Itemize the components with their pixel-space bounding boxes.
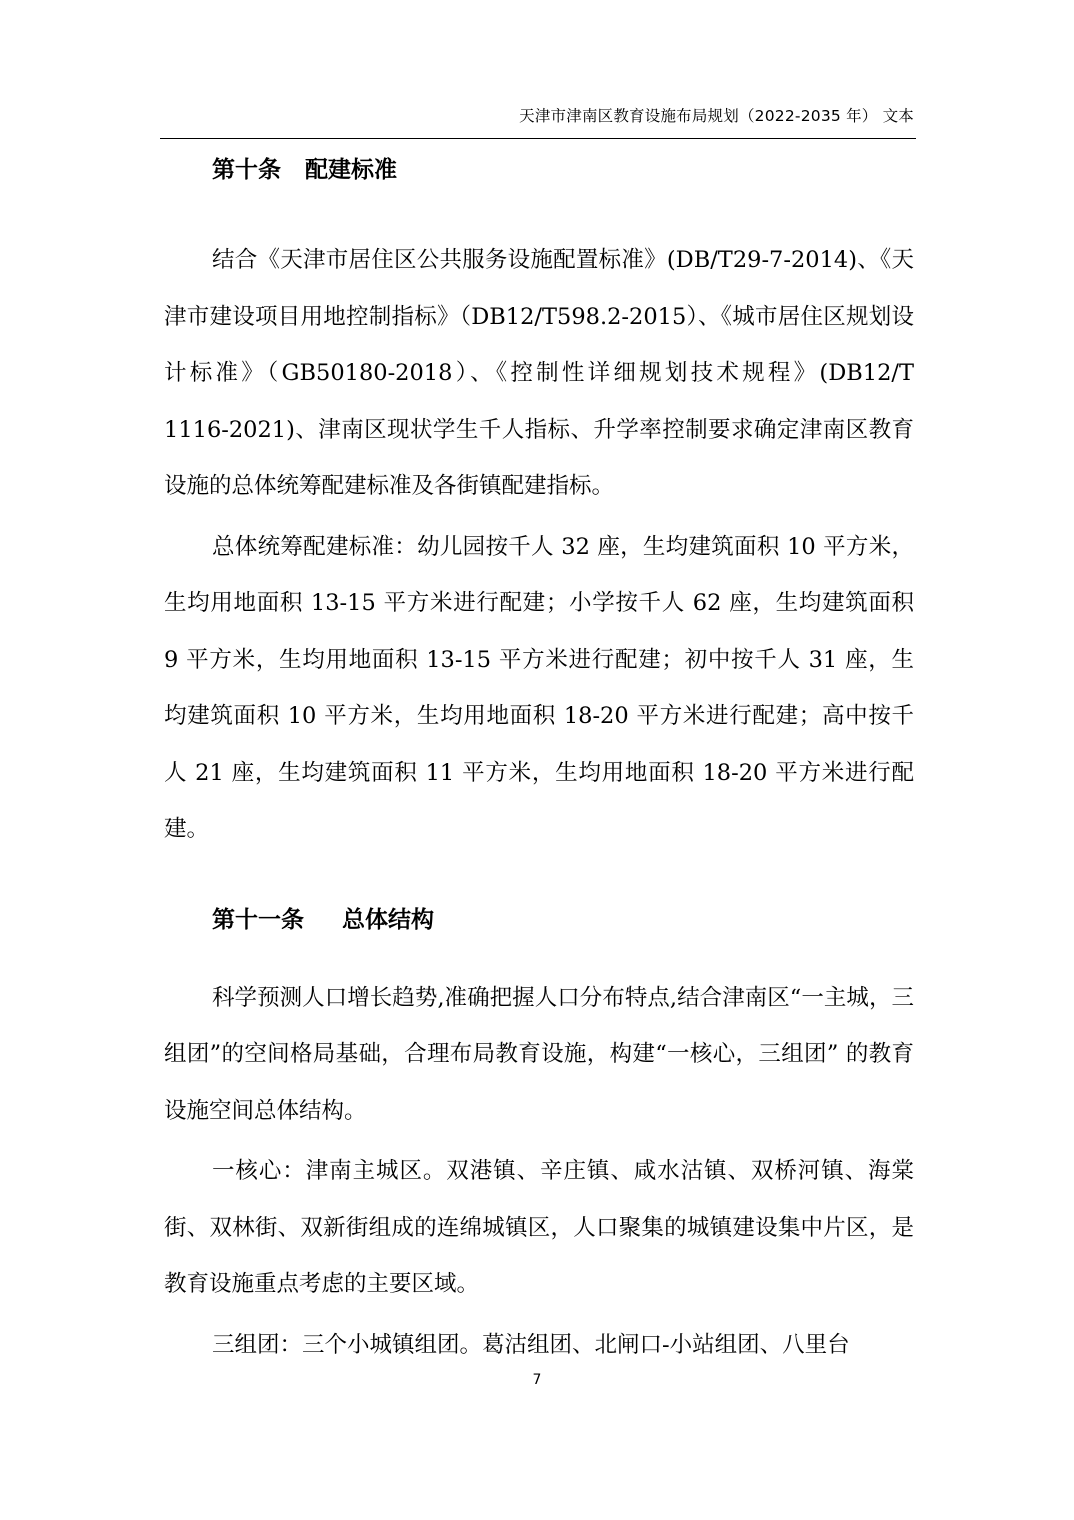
article-heading — [164, 898, 914, 942]
article-title: 配建标准 — [305, 157, 397, 183]
body-paragraph: 总体统筹配建标准：幼儿园按千人 32 座，生均建筑面积 10 平方米，生均用地面积 13-15 平方米进行配建；小学按千人 62 座，生均建筑面积 9 平方米，生均用地面积 13-15 平方米进行配建；初中按千人 31 座，生均建筑面积 10 平方米，生均用地面积 18-20 平方米进行配建；高中按千人 21 座，生均建筑面积 11 平方米，生均用地面积 18-20 平方米进行配建。 — [164, 533, 914, 842]
page-body — [164, 148, 914, 1373]
running-header: 天津市津南区教育设施布局规划（2022-2035 年） 文本 — [519, 107, 914, 125]
article-heading — [164, 148, 914, 192]
body-paragraph: 三组团：三个小城镇组团。葛沽组团、北闸口-小站组团、八里台 — [212, 1331, 850, 1358]
article-title: 总体结构 — [342, 906, 434, 933]
page-number: 7 — [532, 1372, 542, 1388]
body-paragraph: 结合《天津市居住区公共服务设施配置标准》(DB/T29-7-2014)、《天津市建设项目用地控制指标》（DB12/T598.2-2015）、《城市居住区规划设计标准》（GB50180-2018）、《控制性详细规划技术规程》(DB12/T 1116-2021)、津南区现状学生千人指标、升学率控制要求确定津南区教育设施的总体统筹配建标准及各街镇配建指标。 — [164, 247, 914, 499]
header-divider — [160, 138, 916, 139]
article-number: 第十条 — [212, 157, 281, 183]
body-paragraph: 科学预测人口增长趋势,准确把握人口分布特点,结合津南区“一主城，三组团”的空间格局基础，合理布局教育设施，构建“一核心，三组团” 的教育设施空间总体结构。 — [164, 984, 914, 1124]
body-paragraph: 一核心：津南主城区。双港镇、辛庄镇、咸水沽镇、双桥河镇、海棠街、双林街、双新街组成的连绵城镇区，人口聚集的城镇建设集中片区，是教育设施重点考虑的主要区域。 — [164, 1158, 914, 1297]
article-number: 第十一条 — [212, 906, 304, 933]
